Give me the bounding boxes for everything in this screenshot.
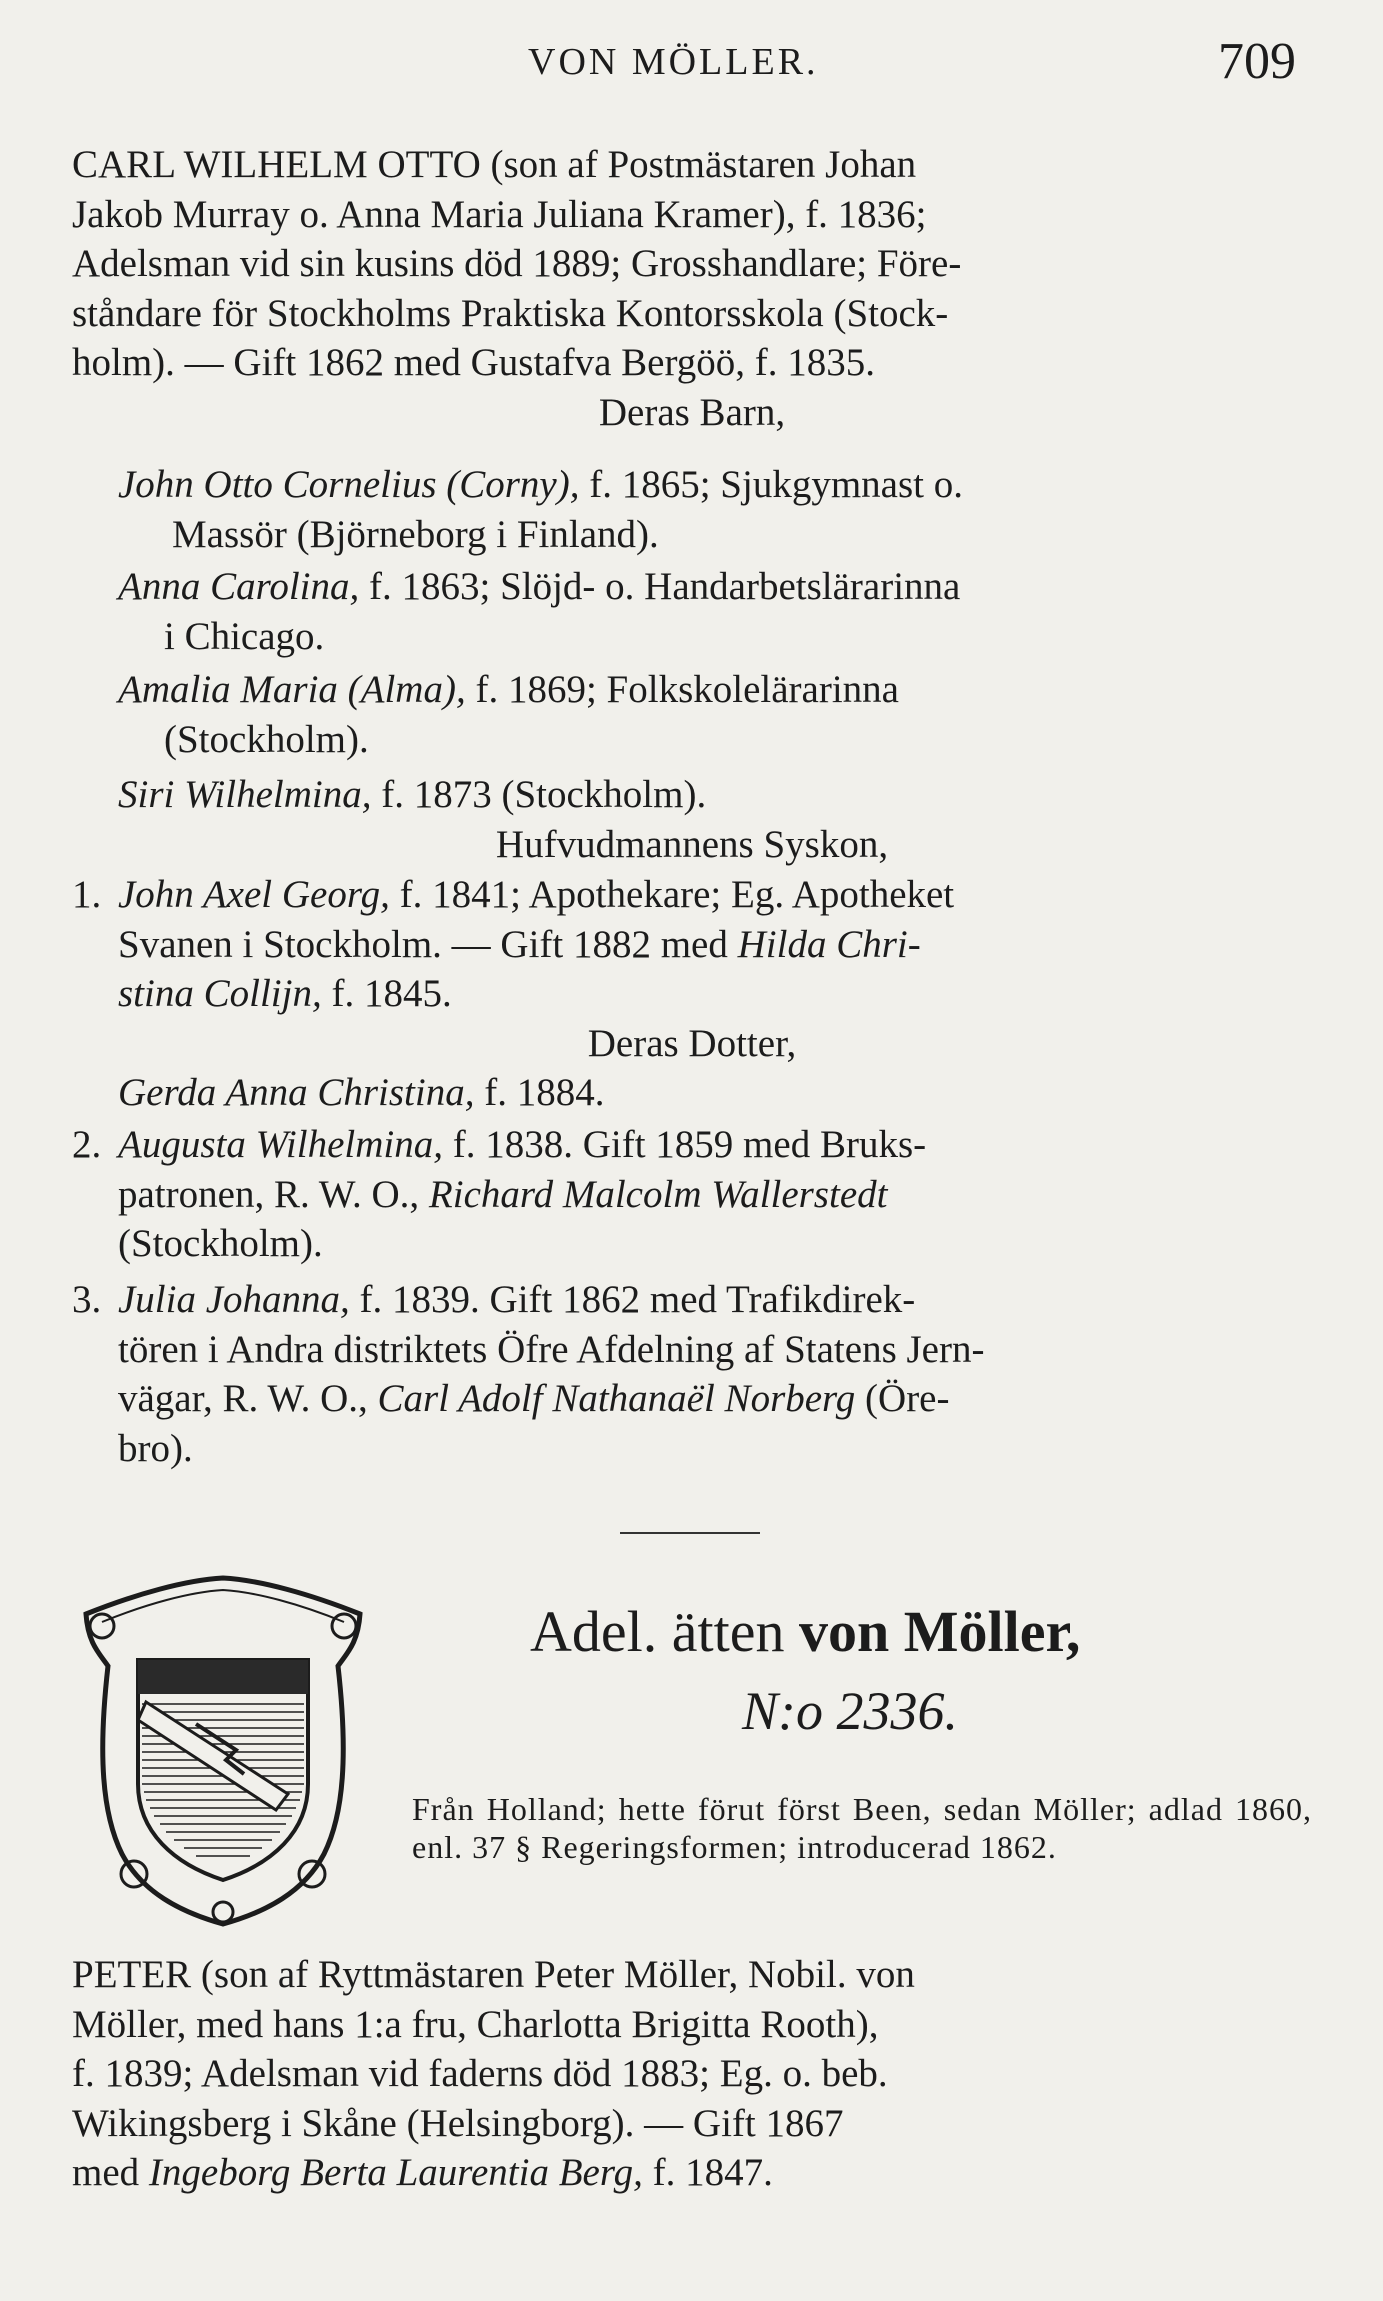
sibling-text: vägar, R. W. O.,	[118, 1377, 378, 1421]
sibling-text: patronen, R. W. O.,	[118, 1172, 429, 1216]
child-entry	[118, 665, 1314, 764]
child-name: Anna Carolina,	[118, 565, 360, 608]
child-cont: (Stockholm).	[164, 717, 369, 761]
daughter-heading: Deras Dotter,	[587, 1021, 797, 1065]
child-cont: Massör (Björneborg i Finland).	[172, 512, 659, 556]
sibling-text: (Öre-	[855, 1377, 950, 1421]
sibling-text: (Stockholm).	[118, 1222, 323, 1266]
page-header	[0, 32, 1383, 92]
child-name: Amalia Maria (Alma),	[118, 668, 466, 711]
child-text: f. 1869; Folkskolelärarinna	[465, 668, 899, 711]
coat-of-arms-icon	[76, 1574, 370, 1928]
text-line: f. 1839; Adelsman vid faderns död 1883; Eg. o. beb.	[72, 2052, 888, 2096]
text-line: CARL WILHELM OTTO (son af Postmästaren Johan	[72, 143, 917, 186]
sibling-text: bro).	[118, 1426, 193, 1470]
child-name: Siri Wilhelmina,	[118, 773, 372, 816]
spouse-name: Ingeborg Berta Laurentia Berg,	[148, 2151, 643, 2195]
sibling-entry-1	[72, 870, 1312, 1118]
daughter-name: Gerda Anna Christina,	[118, 1071, 475, 1115]
family-title-prefix: Adel. ätten	[530, 1599, 799, 1664]
child-entry	[118, 562, 1314, 661]
text-line: f. 1847.	[642, 2151, 773, 2195]
running-head: VON MÖLLER.	[528, 41, 819, 83]
siblings-heading: Hufvudmannens Syskon,	[495, 823, 889, 866]
text-line: holm). — Gift 1862 med Gustafva Bergöö, f. 1835.	[72, 341, 876, 385]
child-cont: i Chicago.	[164, 614, 325, 658]
children-heading: Deras Barn,	[598, 390, 786, 434]
spouse-name: stina Collijn,	[118, 972, 322, 1016]
sibling-text: tören i Andra distriktets Öfre Afdelning af Statens Jern-	[118, 1327, 985, 1371]
family-title-name: von Möller,	[798, 1599, 1081, 1664]
text-line: Adelsman vid sin kusins död 1889; Grosshandlare; Före-	[72, 242, 962, 286]
child-entry	[118, 460, 1314, 559]
sibling-text: f. 1845.	[321, 972, 452, 1016]
family-note: Från Holland; hette förut först Been, sedan Möller; adlad 1860, enl. 37 § Regeringsformen; introducerad 1862.	[412, 1791, 1312, 1865]
sibling-number: 1.	[72, 873, 102, 916]
child-text: f. 1873 (Stockholm).	[371, 773, 707, 816]
text-line: Möller, med hans 1:a fru, Charlotta Brigitta Rooth),	[72, 2002, 879, 2046]
daughter-text: f. 1884.	[474, 1071, 605, 1115]
child-entry	[118, 770, 1314, 820]
text-line: med	[72, 2151, 149, 2195]
sibling-name: John Axel Georg,	[118, 873, 390, 916]
spouse-name: Richard Malcolm Wallerstedt	[428, 1172, 888, 1216]
family-number: N:o 2336.	[742, 1681, 958, 1741]
sibling-number: 3.	[72, 1278, 102, 1321]
text-line: Wikingsberg i Skåne (Helsingborg). — Gift 1867	[72, 2101, 844, 2145]
sibling-text: f. 1839. Gift 1862 med Trafikdirek-	[349, 1278, 916, 1321]
spouse-name: Hilda Chri-	[737, 922, 921, 966]
child-text: f. 1865; Sjukgymnast o.	[579, 463, 963, 506]
entry-carl-wilhelm-otto	[72, 140, 1312, 438]
sibling-text: Svanen i Stockholm. — Gift 1882 med	[118, 922, 738, 966]
sibling-text: f. 1838. Gift 1859 med Bruks-	[443, 1123, 927, 1166]
sibling-entry-2	[72, 1120, 1312, 1269]
page-number: 709	[1218, 33, 1296, 90]
sibling-text: f. 1841; Apothekare; Eg. Apotheket	[389, 873, 955, 916]
entry-peter	[72, 1950, 1312, 2198]
child-name: John Otto Cornelius (Corny),	[118, 463, 580, 506]
sibling-name: Augusta Wilhelmina,	[118, 1123, 443, 1166]
child-text: f. 1863; Slöjd- o. Handarbetslärarinna	[359, 565, 961, 608]
siblings-heading-block	[72, 820, 1312, 870]
text-line: PETER (son af Ryttmästaren Peter Möller, Nobil. von	[72, 1953, 915, 1996]
text-line: ståndare för Stockholms Praktiska Kontorsskola (Stock-	[72, 291, 949, 335]
sibling-entry-3	[72, 1275, 1312, 1473]
sibling-name: Julia Johanna,	[118, 1278, 350, 1321]
text-line: Jakob Murray o. Anna Maria Juliana Kramer), f. 1836;	[72, 192, 927, 236]
spouse-name: Carl Adolf Nathanaël Norberg	[377, 1377, 856, 1421]
family-title	[530, 1598, 1080, 1665]
section-divider	[620, 1532, 760, 1534]
sibling-number: 2.	[72, 1123, 102, 1166]
